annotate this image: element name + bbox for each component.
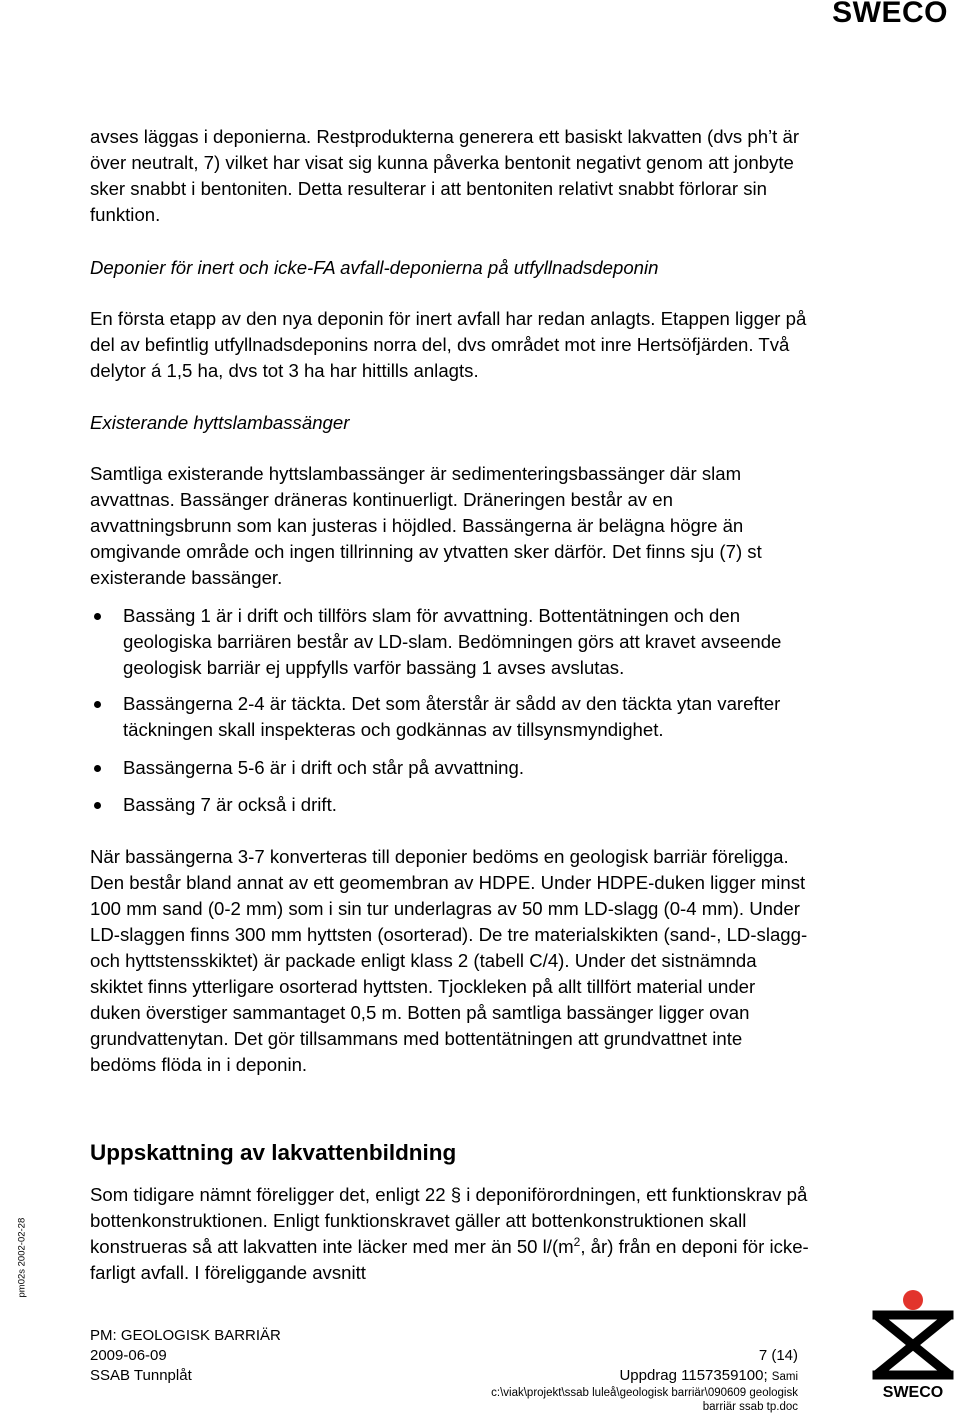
footer-file-path-1: c:\viak\projekt\ssab luleå\geologisk barriär\090609 geologisk [491, 1387, 798, 1399]
footer-date: 2009-06-09 [90, 1347, 167, 1364]
paragraph-funktionskrav-text [90, 1182, 810, 1286]
paragraph-samtliga-text: Samtliga existerande hyttslambassänger är sedimenteringsbassänger där slam avvattnas. Bassänger dräneras kontinuerligt. Dräneringen består av en avvattningsbrunn som kan justeras i höjdled. Bassängerna är belägna högre än omgivande område och ingen tillrinning av ytvatten sker därför. Det finns sju (7) st existerande bassänger. [90, 463, 762, 588]
footer-author: Sami [771, 1371, 798, 1383]
footer-assignment-line [491, 1366, 798, 1386]
list-item-text: Bassäng 1 är i drift och tillförs slam för avvattning. Bottentätningen och den geologiska barriären består av LD-slam. Bedömningen görs att kravet avseende geologisk barriär ej uppfylls varför bassäng 1 avses avslutas. [123, 605, 782, 678]
paragraph-forsta-etapp-text: En första etapp av den nya deponin för inert avfall har redan anlagts. Etappen ligger på del av befintlig utfyllnadsdeponins norra del, dvs området mot inre Hertsöfjärden. Två delytor á 1,5 ha, dvs tot 3 ha har hittills anlagts. [90, 308, 807, 381]
paragraph-nar-bassangerna [90, 844, 810, 1078]
paragraph-forsta-etapp [90, 306, 810, 384]
logo-wordmark: SWECO [882, 1384, 944, 1401]
subheading-inert-deponier-text: Deponier för inert och icke-FA avfall-deponierna på utfyllnadsdeponin [90, 257, 659, 278]
funktionskrav-text-part-a: Som tidigare nämnt föreligger det, enligt 22 § i deponiförordningen, ett funktionskrav på bottenkonstruktionen. Enligt funktionskravet gäller att bottenkonstruktionen skall konstrueras så att lakvatten inte läcker med mer än 50 l/(m [90, 1184, 808, 1257]
bullet-icon [94, 802, 101, 809]
sweco-logo-icon [871, 1289, 955, 1401]
subheading-hyttslambassanger-text: Existerande hyttslambassänger [90, 412, 350, 433]
footer-file-path-2: barriär ssab tp.doc [702, 1401, 798, 1413]
paragraph-funktionskrav [90, 1182, 810, 1286]
list-item-text: Bassängerna 2-4 är täckta. Det som återstår är sådd av den täckta ytan varefter täckningen skall inspekteras och godkännas av tillsynsmyndighet. [123, 693, 781, 740]
bullet-icon [94, 613, 101, 620]
bullet-icon [94, 765, 101, 772]
logo-dot-icon [903, 1290, 923, 1310]
superscript-exponent: 2 [573, 1234, 581, 1249]
footer-client: SSAB Tunnplåt [90, 1367, 192, 1384]
paragraph-nar-bassangerna-text: När bassängerna 3-7 konverteras till deponier bedöms en geologisk barriär föreligga. Den består bland annat av ett geomembran av HDPE. Under HDPE-duken ligger minst 100 mm sand (0-2 mm) som i sin tur underlagras av 50 mm LD-slagg (0-4 mm). Under LD-slaggen finns 300 mm hyttsten (osorterad). De tre materialskikten (sand-, LD-slagg- och hyttstensskiktet) är packade enligt klass 2 (tabell C/4). Under det sistnämnda skiktet finns ytterligare osorterad hyttsten. Tjockleken på allt tillfört material under duken överstiger sammantaget 0,5 m. Botten på samtliga bassänger ligger ovan grundvattenytan. Det gör tillsammans med bottentätningen att grundvattnet inte bedöms flöda in i deponin. [90, 846, 808, 1075]
footer-page-number: 7 (14) [758, 1347, 798, 1364]
funktionskrav-text-part-b: , år) från en deponi för icke-farligt avfall. I föreliggande avsnitt [90, 1236, 809, 1283]
side-template-note: pm02s 2002-02-28 [16, 1217, 28, 1298]
subheading-hyttslambassanger [90, 410, 810, 436]
footer-project: PM: GEOLOGISK BARRIÄR [90, 1327, 281, 1344]
bullet-icon [94, 701, 101, 708]
subheading-inert-deponier [90, 255, 810, 281]
paragraph-intro [90, 124, 810, 228]
list-item-text: Bassängerna 5-6 är i drift och står på avvattning. [123, 757, 525, 778]
footer-right [491, 1346, 798, 1414]
section-title: Uppskattning av lakvattenbildning [90, 1140, 457, 1165]
paragraph-intro-text: avses läggas i deponierna. Restprodukterna generera ett basiskt lakvatten (dvs ph’t är över neutralt, 7) vilket har visat sig kunna påverka bentonit negativt genom att jonbyte sker snabbt i bentoniten. Detta resulterar i att bentoniten relativt snabbt förlorar sin funktion. [90, 126, 800, 225]
list-item-text: Bassäng 7 är också i drift. [123, 794, 337, 815]
paragraph-samtliga [90, 461, 810, 591]
footer-assignment: Uppdrag 1157359100; [619, 1367, 768, 1384]
footer-left [90, 1326, 281, 1386]
sweco-header-brand: SWECO [832, 0, 948, 29]
